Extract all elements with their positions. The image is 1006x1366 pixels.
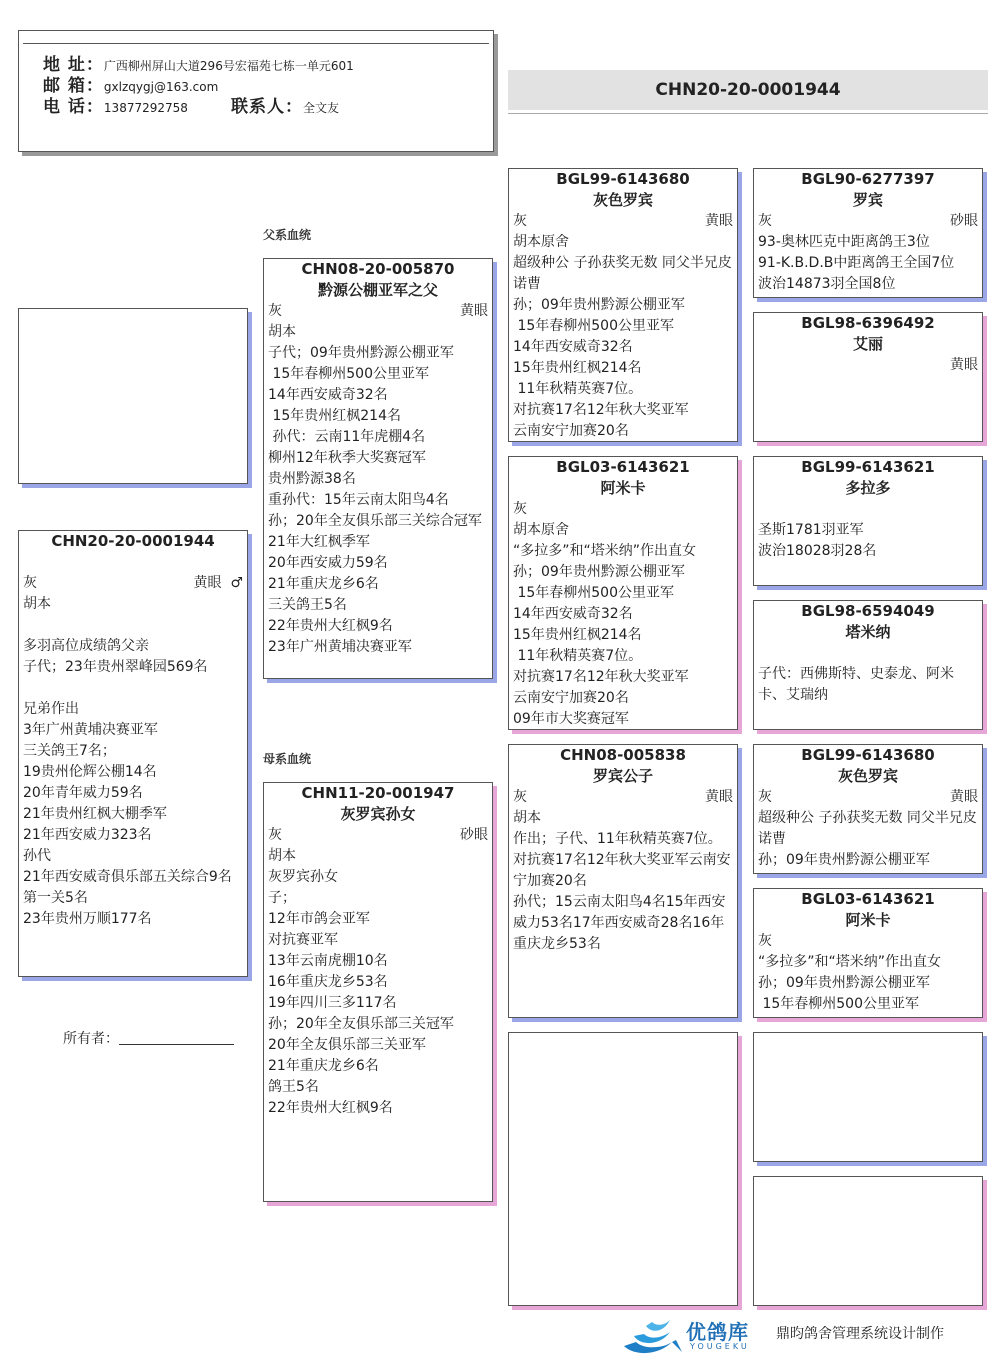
sdd-card — [753, 600, 983, 730]
dam-sire-ring: CHN08-005838 — [560, 746, 686, 764]
dsd-card — [753, 888, 983, 1018]
dss-ring: BGL99-6143680 — [801, 746, 935, 764]
footer-logo — [620, 1310, 760, 1358]
sss-name: 罗宾 — [852, 191, 883, 209]
photo-box — [18, 308, 248, 484]
contact-person-value: 全文友 — [303, 101, 340, 115]
mother-section-label: 母系血统 — [263, 752, 312, 766]
ssd-card — [753, 312, 983, 442]
email-value: gxlzqygj@163.com — [103, 80, 219, 94]
sss-ring: BGL90-6277397 — [801, 170, 935, 188]
owner-line — [119, 1044, 234, 1045]
sire-sire-eye: 黄眼 — [705, 213, 733, 229]
sire-dam-name: 阿米卡 — [600, 479, 646, 497]
ssd-eye: 黄眼 — [950, 357, 978, 373]
sds-name: 多拉多 — [845, 479, 891, 497]
sire-sire-ring: BGL99-6143680 — [556, 170, 690, 188]
dsd-attrs — [754, 931, 982, 952]
contact-box — [18, 30, 494, 152]
sire-dam-ring: BGL03-6143621 — [556, 458, 690, 476]
ssd-name: 艾丽 — [852, 335, 883, 353]
sire-dam-color: 灰 — [513, 501, 527, 517]
logo-brand-cn: 优鸽库 — [686, 1320, 749, 1344]
dam-sire-color: 灰 — [513, 789, 527, 805]
sire-sire-attrs — [509, 211, 737, 232]
dam-sire-notes: 胡本 作出；子代、11年秋精英赛7位。对抗赛17名12年秋大奖亚军云南安宁加赛20名 孙代；15云南太阳鸟4名15年西安威力53名17年西安威奇28名16年重庆龙乡53名 — [513, 810, 731, 952]
phone-row — [43, 97, 188, 119]
dss-eye: 黄眼 — [950, 789, 978, 805]
sire-sire-name: 灰色罗宾 — [592, 191, 653, 209]
footer-credit: 鼎昀鸽舍管理系统设计制作 — [776, 1326, 944, 1342]
address-label: 地 址： — [43, 55, 104, 75]
contact-divider — [23, 43, 489, 44]
ddd-card — [753, 1176, 983, 1306]
sire-card — [263, 258, 493, 679]
address-row — [43, 55, 354, 77]
dsd-color: 灰 — [758, 933, 772, 949]
title-ring: CHN20-20-0001944 — [655, 80, 841, 100]
sire-name: 黔源公棚亚军之父 — [317, 281, 438, 299]
sds-attrs — [754, 499, 982, 520]
dam-sire-eye: 黄眼 — [705, 789, 733, 805]
sire-dam-notes: 胡本原舍 “多拉多”和“塔米纳”作出直女 孙；09年贵州黔源公棚亚军 15年春柳州500公里亚军 14年西安威奇32名 15年贵州红枫214名 11年秋精英赛7位。 对抗赛17名12年秋大奖亚军 云南安宁加赛20名 09年市大奖赛冠军 — [513, 522, 697, 727]
phone-value: 13877292758 — [103, 101, 188, 115]
dss-notes: 超级种公 子孙获奖无数 同父半兄皮诺曹 孙；09年贵州黔源公棚亚军 — [758, 810, 977, 868]
dam-attrs — [264, 825, 492, 846]
logo-brand-en: YOUGEKU — [690, 1342, 750, 1351]
contact-person-row — [231, 97, 339, 119]
subject-color: 灰 — [23, 575, 37, 591]
sdd-attrs — [754, 643, 982, 664]
sire-sire-color: 灰 — [513, 213, 527, 229]
owner-row — [63, 1028, 234, 1048]
sds-card — [753, 456, 983, 586]
dam-name: 灰罗宾孙女 — [340, 805, 416, 823]
sire-attrs — [264, 301, 492, 322]
dam-sire-card — [508, 744, 738, 1018]
dam-color: 灰 — [268, 827, 282, 843]
subject-ring: CHN20-20-0001944 — [51, 532, 215, 550]
phone-label: 电 话： — [43, 97, 104, 117]
sire-sire-card — [508, 168, 738, 442]
dam-eye: 砂眼 — [460, 827, 488, 843]
dsd-name: 阿米卡 — [845, 911, 891, 929]
dam-card — [263, 782, 493, 1202]
sire-dam-card — [508, 456, 738, 730]
address-value: 广西柳州屏山大道296号宏福苑七栋一单元601 — [103, 59, 354, 73]
subject-sex: ♂ — [230, 575, 243, 591]
dam-notes: 胡本 灰罗宾孙女 子； 12年市鸽会亚军 对抗赛亚军 13年云南虎棚10名 16年重庆龙乡53名 19年四川三多117名 孙；20年全友俱乐部三关冠军 20年全友俱乐部三关亚军 21年重庆龙乡6名 鸽王5名 22年贵州大红枫9名 — [268, 848, 454, 1116]
sire-color: 灰 — [268, 303, 282, 319]
father-section-label: 父系血统 — [263, 228, 312, 242]
contact-person-label: 联系人： — [231, 97, 303, 117]
sdd-ring: BGL98-6594049 — [801, 602, 935, 620]
sds-ring: BGL99-6143621 — [801, 458, 935, 476]
email-row — [43, 76, 218, 98]
sss-notes: 93-奥林匹克中距离鸽王3位 91-K.B.D.B中距离鸽王全国7位 波治14873羽全国8位 — [758, 234, 955, 292]
subject-notes: 胡本 多羽高位成绩鸽父亲 子代；23年贵州翠峰园569名 兄弟作出 3年广州黄埔决赛亚军 三关鸽王7名； 19贵州伦辉公棚14名 20年青年威力59名 21年贵州红枫大棚季军 21年西安威力323名 孙代 21年西安威奇俱乐部五关综合9名 第一关5名 23年贵州万顺177名 — [23, 596, 232, 927]
dds-card — [753, 1032, 983, 1162]
sss-color: 灰 — [758, 213, 772, 229]
email-label: 邮 箱： — [43, 76, 104, 96]
dam-sire-attrs — [509, 787, 737, 808]
sdd-notes: 子代：西佛斯特、史泰龙、阿米卡、艾瑞纳 — [758, 666, 954, 703]
sire-ring: CHN08-20-005870 — [301, 260, 455, 278]
dss-name: 灰色罗宾 — [837, 767, 898, 785]
dss-color: 灰 — [758, 789, 772, 805]
subject-attrs — [19, 573, 247, 594]
dam-dam-card — [508, 1032, 738, 1306]
subject-eye: 黄眼 — [193, 575, 222, 591]
sds-notes: 圣斯1781羽亚军 波治18028羽28名 — [758, 522, 877, 559]
owner-label: 所有者： — [63, 1031, 119, 1047]
title-underline — [508, 113, 988, 114]
dsd-notes: “多拉多”和“塔米纳”作出直女 孙；09年贵州黔源公棚亚军 15年春柳州500公里亚军 — [758, 954, 942, 1012]
title-bar — [508, 70, 988, 110]
dss-card — [753, 744, 983, 874]
sss-attrs — [754, 211, 982, 232]
sire-sire-notes: 胡本原舍 超级种公 子孙获奖无数 同父半兄皮诺曹 孙；09年贵州黔源公棚亚军 15年春柳州500公里亚军 14年西安威奇32名 15年贵州红枫214名 11年秋精英赛7位。 对抗赛17名12年秋大奖亚军 云南安宁加赛20名 — [513, 234, 732, 439]
sss-eye: 砂眼 — [950, 213, 978, 229]
sss-card — [753, 168, 983, 298]
dam-sire-name: 罗宾公子 — [592, 767, 653, 785]
dsd-ring: BGL03-6143621 — [801, 890, 935, 908]
sire-dam-attrs — [509, 499, 737, 520]
sire-notes: 胡本 子代；09年贵州黔源公棚亚军 15年春柳州500公里亚军 14年西安威奇32名 15年贵州红枫214名 孙代：云南11年虎棚4名 柳州12年秋季大奖赛冠军 贵州黔源38名 重孙代：15年云南太阳鸟4名 孙；20年全友俱乐部三关综合冠军 21年大红枫季军 20年西安威力59名 21年重庆龙乡6名 三关鸽王5名 22年贵州大红枫9名 23年广州黄埔决赛亚军 — [268, 324, 482, 655]
dss-attrs — [754, 787, 982, 808]
sdd-name: 塔米纳 — [845, 623, 891, 641]
sire-eye: 黄眼 — [460, 303, 488, 319]
ssd-attrs — [754, 355, 982, 376]
yougeku-swirl-icon — [620, 1312, 684, 1356]
subject-card — [18, 530, 248, 977]
dam-ring: CHN11-20-001947 — [301, 784, 455, 802]
ssd-ring: BGL98-6396492 — [801, 314, 935, 332]
